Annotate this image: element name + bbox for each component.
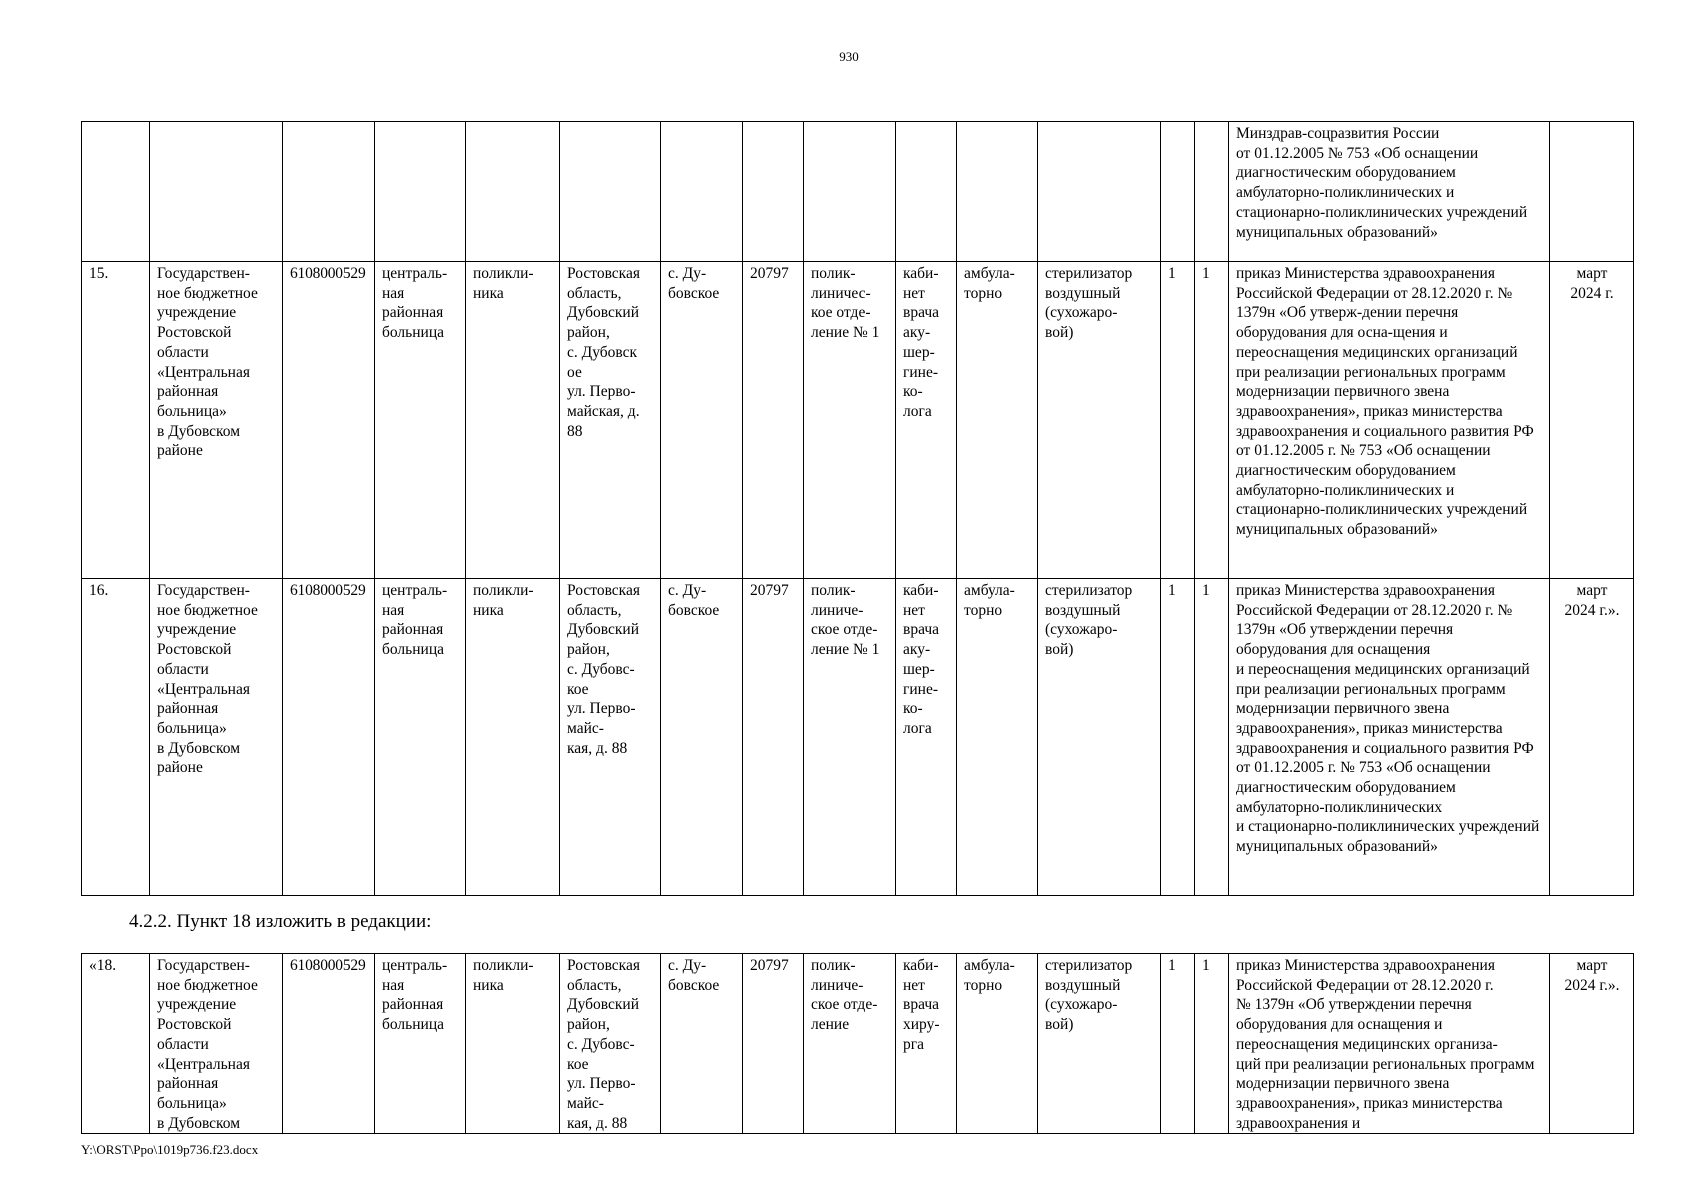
cell-empty — [743, 122, 804, 262]
cell-empty — [82, 122, 150, 262]
cell-hospital-type: централь- ная районная больница — [375, 954, 466, 1134]
cell-inn: 6108000529 — [283, 954, 375, 1134]
cell-address: Ростовская область, Дубовский район, с. Дубовс- кое ул. Перво- майс- кая, д. 88 — [560, 579, 661, 896]
cell-quantity: 1 — [1195, 262, 1229, 579]
table-row-continuation — [82, 122, 1634, 262]
cell-institution: Государствен- ное бюджетное учреждение Ростовской области «Центральная районная больница» в Дубовском районе — [150, 262, 283, 579]
cell-empty — [957, 122, 1038, 262]
cell-quantity: 1 — [1195, 954, 1229, 1134]
cell-basis: Минздрав-соцразвития России от 01.12.2005 № 753 «Об оснащении диагностическим оборудованием амбулаторно-поликлинических и стационарно-поликлинических учреждений муниципальных образований» — [1229, 122, 1550, 262]
cell-quantity: 1 — [1161, 954, 1195, 1134]
cell-department: полик- линиче- ское отде- ление № 1 — [804, 579, 896, 896]
cell-empty — [560, 122, 661, 262]
cell-basis: приказ Министерства здравоохранения Российской Федерации от 28.12.2020 г. № 1379н «Об утверждении перечня оборудования для оснащения и переоснащения медицинских организа- ций при реализации региональных программ модернизации первичного звена здравоохранения», приказ министерства здравоохранения и — [1229, 954, 1550, 1134]
cell-empty — [896, 122, 957, 262]
cell-subdivision-type: поликли- ника — [466, 579, 560, 896]
cell-empty — [1161, 122, 1195, 262]
cell-settlement: с. Ду- бовское — [661, 579, 743, 896]
cell-empty — [1195, 122, 1229, 262]
table-row — [82, 579, 1634, 896]
cell-empty — [466, 122, 560, 262]
cell-room: каби- нет врача аку- шер- гине- ко- лога — [896, 579, 957, 896]
cell-room: каби- нет врача аку- шер- гине- ко- лога — [896, 262, 957, 579]
footer-file-path: Y:\ORST\Ppo\1019p736.f23.docx — [81, 1142, 259, 1157]
cell-code: 20797 — [743, 954, 804, 1134]
cell-quantity: 1 — [1161, 262, 1195, 579]
cell-hospital-type: централь- ная районная больница — [375, 579, 466, 896]
cell-basis: приказ Министерства здравоохранения Российской Федерации от 28.12.2020 г. № 1379н «Об утверж-дении перечня оборудования для осна-щения и переоснащения медицинских организаций при реализации региональных программ модернизации первичного звена здравоохранения», приказ министерства здравоохранения и социального развития РФ от 01.12.2005 г. № 753 «Об оснащении диагностическим оборудованием амбулаторно-поликлинических и стационарно-поликлинических учреждений муниципальных образований» — [1229, 262, 1550, 579]
cell-empty — [283, 122, 375, 262]
section-heading: 4.2.2. Пункт 18 изложить в редакции: — [129, 911, 432, 932]
cell-quantity: 1 — [1161, 579, 1195, 896]
cell-inn: 6108000529 — [283, 262, 375, 579]
table-row — [82, 262, 1634, 579]
cell-code: 20797 — [743, 579, 804, 896]
cell-inn: 6108000529 — [283, 579, 375, 896]
cell-equipment: стерилизатор воздушный (сухожаро- вой) — [1038, 954, 1161, 1134]
cell-quantity: 1 — [1195, 579, 1229, 896]
cell-deadline: март 2024 г.». — [1550, 579, 1634, 896]
cell-row-number: 16. — [82, 579, 150, 896]
cell-institution: Государствен- ное бюджетное учреждение Ростовской области «Центральная районная больница» в Дубовском районе — [150, 579, 283, 896]
cell-equipment: стерилизатор воздушный (сухожаро- вой) — [1038, 262, 1161, 579]
cell-care-form: амбула- торно — [957, 579, 1038, 896]
cell-empty — [150, 122, 283, 262]
cell-subdivision-type: поликли- ника — [466, 954, 560, 1134]
cell-row-number: «18. — [82, 954, 150, 1134]
cell-department: полик- линиче- ское отде- ление — [804, 954, 896, 1134]
cell-basis: приказ Министерства здравоохранения Российской Федерации от 28.12.2020 г. № 1379н «Об утверждении перечня оборудования для оснащения и переоснащения медицинских организаций при реализации региональных программ модернизации первичного звена здравоохранения», приказ министерства здравоохранения и социального развития РФ от 01.12.2005 г. № 753 «Об оснащении диагностическим оборудованием амбулаторно-поликлинических и стационарно-поликлинических учреждений муниципальных образований» — [1229, 579, 1550, 896]
cell-empty — [804, 122, 896, 262]
cell-address: Ростовская область, Дубовский район, с. Дубовс- кое ул. Перво- майс- кая, д. 88 — [560, 954, 661, 1134]
equipment-table — [81, 121, 1634, 896]
cell-equipment: стерилизатор воздушный (сухожаро- вой) — [1038, 579, 1161, 896]
page-number: 930 — [839, 49, 859, 64]
cell-address: Ростовская область, Дубовский район, с. Дубовск ое ул. Перво- майская, д. 88 — [560, 262, 661, 579]
cell-room: каби- нет врача хиру- рга — [896, 954, 957, 1134]
cell-empty — [375, 122, 466, 262]
amendment-table — [81, 953, 1634, 1134]
cell-empty — [1038, 122, 1161, 262]
cell-code: 20797 — [743, 262, 804, 579]
cell-institution: Государствен- ное бюджетное учреждение Ростовской области «Центральная районная больница» в Дубовском — [150, 954, 283, 1134]
cell-empty — [661, 122, 743, 262]
cell-empty — [1550, 122, 1634, 262]
cell-hospital-type: централь- ная районная больница — [375, 262, 466, 579]
cell-care-form: амбула- торно — [957, 954, 1038, 1134]
cell-settlement: с. Ду- бовское — [661, 954, 743, 1134]
cell-care-form: амбула- торно — [957, 262, 1038, 579]
cell-settlement: с. Ду- бовское — [661, 262, 743, 579]
cell-department: полик- линичес- кое отде- ление № 1 — [804, 262, 896, 579]
cell-deadline: март 2024 г.». — [1550, 954, 1634, 1134]
table-row — [82, 954, 1634, 1134]
cell-row-number: 15. — [82, 262, 150, 579]
cell-subdivision-type: поликли- ника — [466, 262, 560, 579]
cell-deadline: март 2024 г. — [1550, 262, 1634, 579]
